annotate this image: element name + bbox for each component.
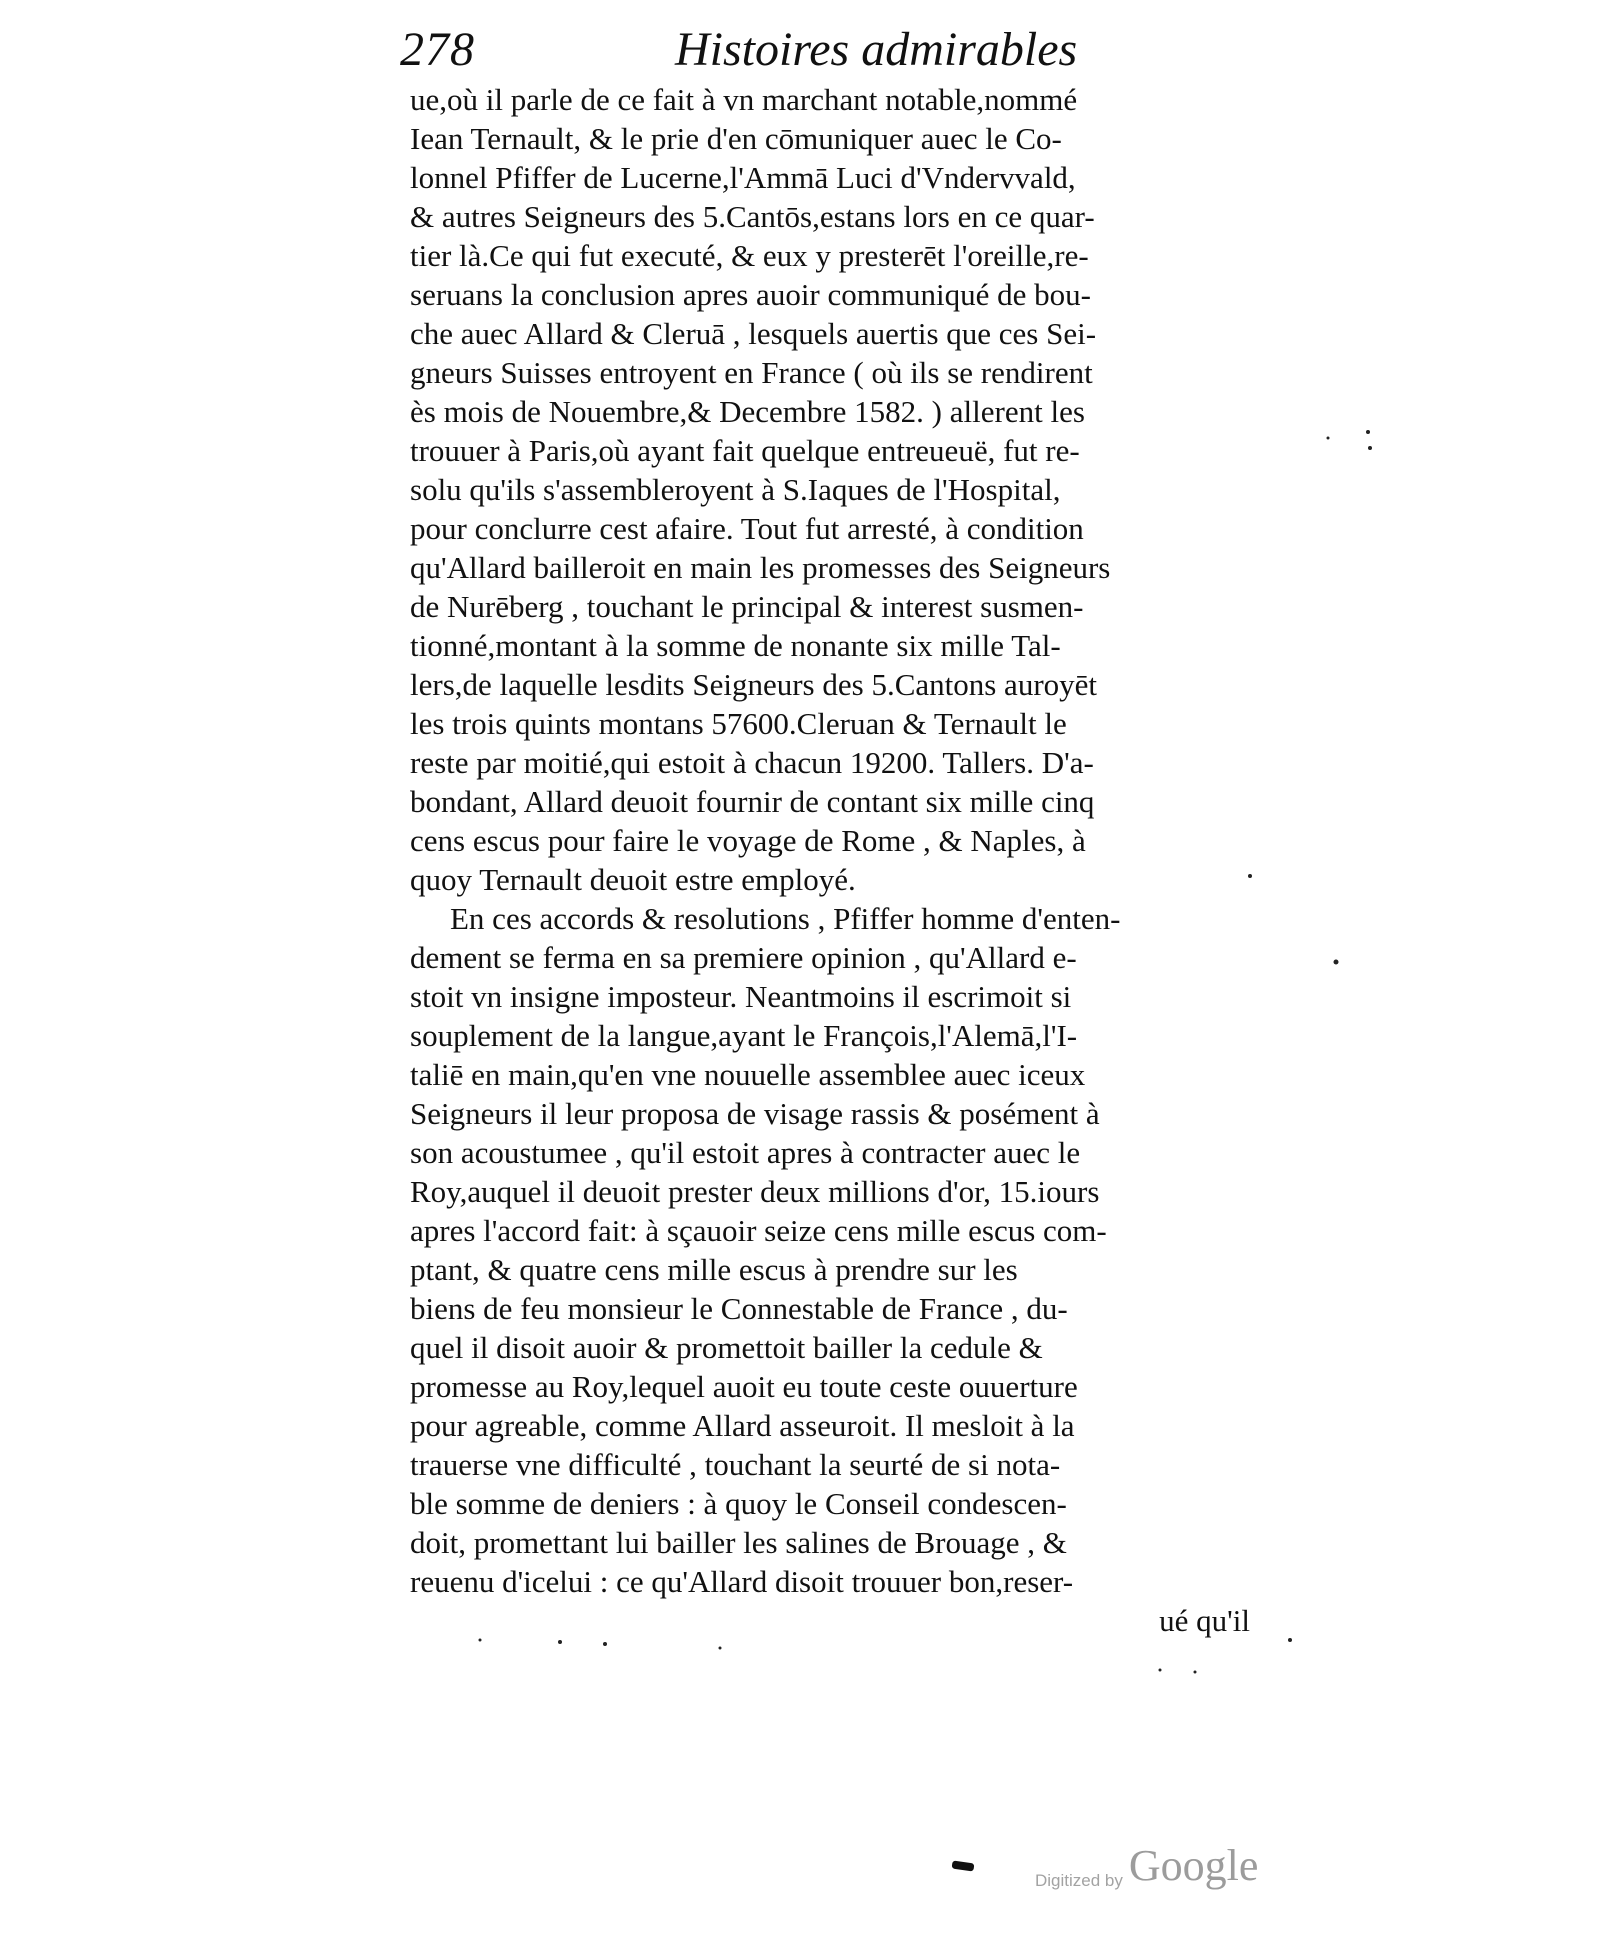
- catchword: ué qu'il: [1159, 1603, 1250, 1638]
- text-line: promesse au Roy,lequel auoit eu toute ceste ouuerture: [410, 1369, 1078, 1404]
- page-number: 278: [400, 23, 475, 76]
- digitized-by-label: Digitized by: [1035, 1871, 1123, 1890]
- text-line: cens escus pour faire le voyage de Rome , & Naples, à: [410, 823, 1086, 858]
- text-line: quel il disoit auoir & promettoit bailler la cedule &: [410, 1330, 1043, 1365]
- text-line: reste par moitié,qui estoit à chacun 19200. Tallers. D'a-: [410, 745, 1094, 780]
- text-line: solu qu'ils s'assembleroyent à S.Iaques de l'Hospital,: [410, 472, 1061, 507]
- paragraph-start-line: En ces accords & resolutions , Pfiffer homme d'enten-: [450, 901, 1121, 936]
- text-line: che auec Allard & Cleruā , lesquels auertis que ces Sei-: [410, 316, 1097, 351]
- body-text: [410, 80, 1260, 1640]
- text-line: pour agreable, comme Allard asseuroit. Il mesloit à la: [410, 1408, 1075, 1443]
- google-logo: Google: [1128, 1841, 1259, 1890]
- running-head: [400, 22, 1260, 82]
- text-line: doit, promettant lui bailler les salines de Brouage , &: [410, 1525, 1067, 1560]
- text-line: lonnel Pfiffer de Lucerne,l'Ammā Luci d'Vndervvald,: [410, 160, 1076, 195]
- text-line: tier là.Ce qui fut executé, & eux y presterēt l'oreille,re-: [410, 238, 1089, 273]
- text-line: ue,où il parle de ce fait à vn marchant notable,nommé: [410, 82, 1078, 117]
- text-line: Roy,auquel il deuoit prester deux millions d'or, 15.iours: [410, 1174, 1100, 1209]
- text-line: apres l'accord fait: à sçauoir seize cens mille escus com-: [410, 1213, 1107, 1248]
- text-line: Iean Ternault, & le prie d'en cōmuniquer auec le Co-: [410, 121, 1062, 156]
- text-line: bondant, Allard deuoit fournir de contant six mille cinq: [410, 784, 1095, 819]
- text-line: qu'Allard bailleroit en main les promesses des Seigneurs: [410, 550, 1111, 585]
- text-line: tionné,montant à la somme de nonante six mille Tal-: [410, 628, 1061, 663]
- text-line: seruans la conclusion apres auoir communiqué de bou-: [410, 277, 1091, 312]
- text-line: taliē en main,qu'en vne nouuelle assemblee auec iceux: [410, 1057, 1086, 1092]
- text-line: ès mois de Nouembre,& Decembre 1582. ) allerent les: [410, 394, 1085, 429]
- text-line: ble somme de deniers : à quoy le Conseil condescen-: [410, 1486, 1067, 1521]
- text-line: Seigneurs il leur proposa de visage rassis & posément à: [410, 1096, 1100, 1131]
- text-line: pour conclurre cest afaire. Tout fut arresté, à condition: [410, 511, 1084, 546]
- text-line: lers,de laquelle lesdits Seigneurs des 5.Cantons auroyēt: [410, 667, 1098, 702]
- text-line: les trois quints montans 57600.Cleruan & Ternault le: [410, 706, 1067, 741]
- digitized-watermark: [1035, 1840, 1258, 1900]
- text-line: trauerse vne difficulté , touchant la seurté de si nota-: [410, 1447, 1061, 1482]
- text-line: stoit vn insigne imposteur. Neantmoins il escrimoit si: [410, 979, 1072, 1014]
- running-title: Histoires admirables: [675, 23, 1078, 76]
- text-line: reuenu d'icelui : ce qu'Allard disoit trouuer bon,reser-: [410, 1564, 1074, 1599]
- text-line: souplement de la langue,ayant le François,l'Alemā,l'I-: [410, 1018, 1078, 1053]
- text-line: biens de feu monsieur le Connestable de France , du-: [410, 1291, 1068, 1326]
- text-line: son acoustumee , qu'il estoit apres à contracter auec le: [410, 1135, 1081, 1170]
- text-line: de Nurēberg , touchant le principal & interest susmen-: [410, 589, 1084, 624]
- ink-mark: [952, 1861, 975, 1872]
- text-line: trouuer à Paris,où ayant fait quelque entreueuë, fut re-: [410, 433, 1080, 468]
- text-line: ptant, & quatre cens mille escus à prendre sur les: [410, 1252, 1018, 1287]
- text-line: & autres Seigneurs des 5.Cantōs,estans lors en ce quar-: [410, 199, 1095, 234]
- text-line: quoy Ternault deuoit estre employé.: [410, 862, 856, 897]
- text-line: gneurs Suisses entroyent en France ( où ils se rendirent: [410, 355, 1093, 390]
- text-line: dement se ferma en sa premiere opinion , qu'Allard e-: [410, 940, 1077, 975]
